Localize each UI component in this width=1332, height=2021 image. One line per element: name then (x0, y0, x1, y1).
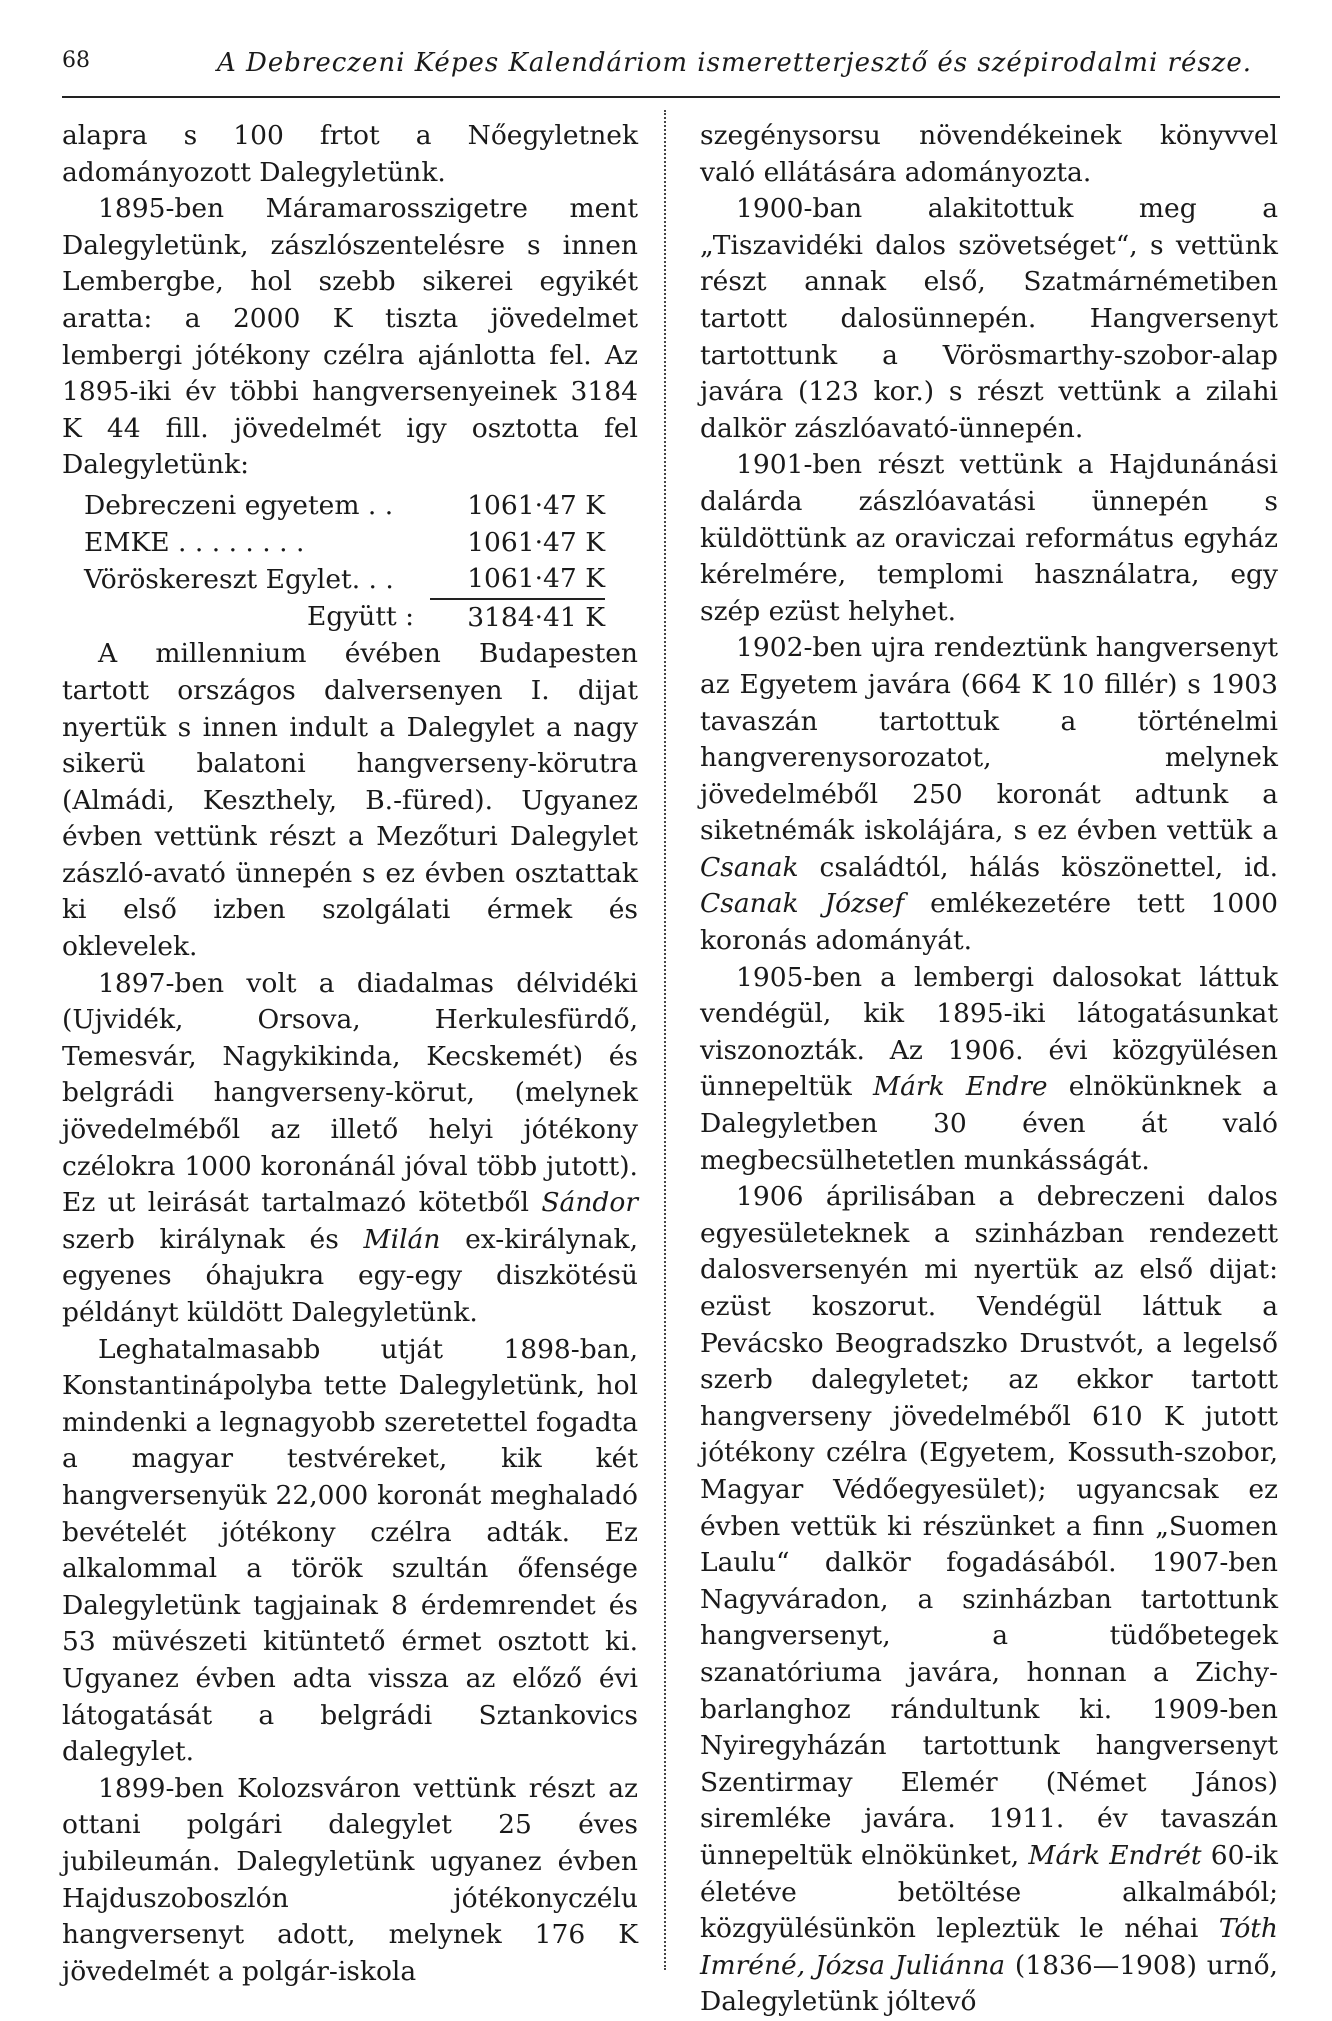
text-run: 1897-ben volt a diadalmas délvidéki (Ujvidék, Orsova, Herkulesfürdő, Temesvár, Nagykikinda, Kecskemét) és belgrádi hangverseny-körut, (melynek jövedelméből az illető helyi jótékony czélokra 1000 koronánál jóval több jutott). Ez ut leirását tartalmazó kötetből (62, 967, 638, 1219)
person-name: Márk Endrét (1028, 1839, 1202, 1871)
header-rule (62, 96, 1280, 98)
donation-name: Vöröskereszt Egylet. . . (84, 563, 394, 595)
donation-name: EMKE . . . . . . . . (84, 526, 305, 558)
total-label: Együtt : (307, 601, 414, 633)
text-run: családtól, hálás köszönettel, id. (819, 851, 1278, 883)
paragraph: alapra s 100 frtot a Nőegyletnek adományozott Dalegyletünk. (62, 120, 638, 188)
paragraph (700, 960, 1278, 1180)
text-run: ex-királynak, egyenes óhajukra egy-egy diszkötésü példányt küldött Dalegyletünk. (62, 1223, 638, 1328)
donation-table (84, 488, 605, 636)
text-run: 60-ik életéve betöltése alkalmából; közgyülésünkön lepleztük le néhai (700, 1839, 1278, 1945)
left-column (62, 118, 638, 1990)
paragraph: Leghatalmasabb utját 1898-ban, Konstantinápolyba tette Dalegyletünk, hol mindenki a legnagyobb szeretettel fogadta a magyar testvéreket, kik két hangversenyük 22,000 koronát meghaladó bevételét jótékony czélra adták. Ez alkalommal a török szultán őfensége Dalegyletünk tagjainak 8 érdemrendet és 53 müvészeti kitüntető érmet osztott ki. Ugyanez évben adta vissza az előző évi látogatását a belgrádi Sztankovics dalegylet. (62, 1333, 638, 1768)
paragraph: szegénysorsu növendékeinek könyvvel való ellátására adományozta. (700, 120, 1278, 188)
text-run: (1836—1908) urnő, Dalegyletünk jóltevő (700, 1949, 1278, 2018)
paragraph (700, 630, 1278, 959)
paragraph (700, 1179, 1278, 2021)
text-run: 1905-ben a lembergi dalosokat láttuk vendégül, kik 1895-iki látogatásunkat viszonozták. Az 1906. évi közgyülésen ünnepeltük (700, 961, 1278, 1103)
paragraph: 1899-ben Kolozsváron vettünk részt az ottani polgári dalegylet 25 éves jubileumán. Dalegyletünk ugyanez évben Hajduszoboszlón jótékonyczélu hangversenyt adott, melynek 176 K jövedelmét a polgár-iskola (62, 1772, 638, 1987)
page-header (62, 48, 1280, 88)
person-name: Tóth Imréné, Józsa Juliánna (700, 1913, 1278, 1981)
text-run: 1902-ben ujra rendeztünk hangversenyt az Egyetem javára (664 K 10 fillér) s 1903 tavaszán tartottuk a történelmi hangverenysorozatot, melynek jövedelméből 250 koronát adtunk a siketnémák iskolájára, s ez évben vettük a (700, 632, 1278, 847)
paragraph: A millennium évében Budapesten tartott országos dalversenyen I. dijat nyertük s innen indult a Dalegylet a nagy sikerü balatoni hangverseny-körutra (Almádi, Keszthely, B.-füred). Ugyanez évben vettünk részt a Mezőturi Dalegylet zászló-avató ünnepén s ez évben osztattak ki első izben szolgálati érmek és oklevelek. (62, 638, 638, 963)
paragraph (62, 966, 638, 1332)
person-name: Milán (363, 1223, 441, 1255)
donation-name: Debreczeni egyetem . . (84, 489, 394, 521)
paragraph: 1901-ben részt vettünk a Hajdunánási dalárda zászlóavatási ünnepén s küldöttünk az oraviczai református egyház kérelmére, templomi használatra, egy szép ezüst helyhet. (700, 449, 1278, 627)
total-amount: 3184·41 K (430, 599, 605, 637)
table-row (84, 561, 605, 599)
person-name: Csanak (700, 851, 799, 883)
donation-amount: 1061·47 K (467, 526, 605, 558)
page-number: 68 (62, 48, 90, 73)
table-row (84, 488, 605, 525)
paragraph: 1895-ben Máramarosszigetre ment Dalegyletünk, zászlószentelésre s innen Lembergbe, hol szebb sikerei egyikét aratta: a 2000 K tiszta jövedelmet lembergi jótékony czélra ajánlotta fel. Az 1895-iki év többi hangversenyeinek 3184 K 44 fill. jövedelmét igy osztotta fel Dalegyletünk: (62, 193, 638, 481)
person-name: Márk Endre (872, 1071, 1048, 1103)
person-name: Csanak József (700, 888, 905, 920)
paragraph: 1900-ban alakitottuk meg a „Tiszavidéki dalos szövetséget“, s vettünk részt annak első, Szatmárnémetiben tartott dalosünnepén. Hangversenyt tartottunk a Vörösmarthy-szobor-alap javára (123 kor.) s részt vettünk a zilahi dalkör zászlóavató-ünnepén. (700, 193, 1278, 444)
running-title: A Debreczeni Képes Kalendáriom ismeretterjesztő és szépirodalmi része. (217, 48, 1253, 78)
donation-amount: 1061·47 K (467, 563, 605, 595)
text-run: elnökünknek a Dalegyletben 30 éven át való megbecsülhetetlen munkásságát. (700, 1071, 1278, 1176)
person-name: Sándor (541, 1187, 638, 1219)
total-row (84, 599, 605, 637)
text-run: 1906 áprilisában a debreczeni dalos egyesületeknek a szinházban rendezett dalosversenyén mi nyertük az első dijat: ezüst koszorut. Vendégül láttuk a Pevácsko Beogradszko Drustvót, a legelső szerb dalegyletet; az ekkor tartott hangverseny jövedelméből 610 K jutott jótékony czélra (Egyetem, Kossuth-szobor, Magyar Védőegyesület); ugyancsak ez évben vettük ki részünket a finn „Suomen Laulu“ dalkör fogadásából. 1907-ben Nagyváradon, a szinházban tartottunk hangversenyt, a tüdőbetegek szanatóriuma javára, honnan a Zichy-barlanghoz rándultunk ki. 1909-ben Nyiregyházán tartottunk hangversenyt Szentirmay Elemér (Német János) siremléke javára. 1911. év tavaszán ünnepeltük elnökünket, (700, 1181, 1278, 1871)
text-run: emlékezetére tett 1000 koronás adományát. (700, 888, 1278, 957)
right-column (700, 118, 1278, 2021)
table-row (84, 525, 605, 562)
text-run: szerb királynak és (62, 1223, 339, 1255)
column-divider (664, 110, 666, 1970)
donation-amount: 1061·47 K (467, 489, 605, 521)
